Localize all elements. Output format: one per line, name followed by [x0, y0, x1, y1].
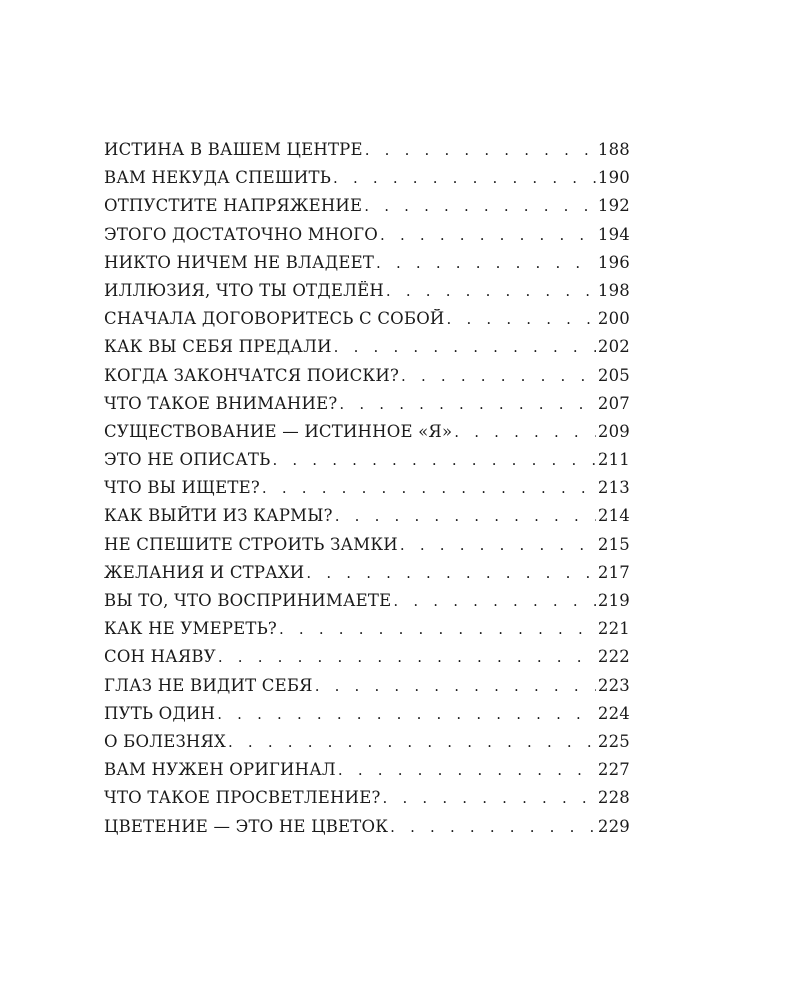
toc-entry	[104, 366, 630, 394]
dot-leader	[376, 254, 596, 272]
toc-entry-title: НИКТО НИЧЕМ НЕ ВЛАДЕЕТ	[104, 252, 375, 272]
toc-entry	[104, 506, 630, 534]
dot-leader	[228, 733, 596, 751]
dot-leader	[386, 282, 596, 300]
toc-entry	[104, 478, 630, 506]
toc-entry-title: КОГДА ЗАКОНЧАТСЯ ПОИСКИ?	[104, 365, 400, 385]
toc-entry-title: ГЛАЗ НЕ ВИДИТ СЕБЯ	[104, 675, 313, 695]
toc-entry-title: ЭТО НЕ ОПИСАТЬ	[104, 450, 271, 470]
toc-entry-title: ВЫ ТО, ЧТО ВОСПРИНИМАЕТЕ	[104, 591, 392, 610]
toc-entry	[104, 394, 630, 422]
dot-leader	[380, 226, 596, 244]
toc-entry-page: 229	[597, 816, 630, 836]
dot-leader	[401, 367, 596, 385]
toc-entry	[104, 253, 630, 281]
dot-leader	[383, 789, 596, 807]
toc-entry	[104, 732, 630, 760]
toc-entry-page: 224	[597, 703, 630, 723]
toc-entry-page: 227	[597, 760, 630, 780]
toc-entry-page: 222	[597, 647, 630, 667]
dot-leader	[262, 479, 596, 497]
toc-entry-page: 198	[597, 280, 630, 300]
toc-entry-page: 217	[597, 562, 630, 582]
toc-entry-page: 211	[597, 450, 630, 470]
toc-entry-page: 214	[597, 506, 630, 526]
toc-entry-page: 190	[597, 168, 630, 188]
toc-entry-title: ЖЕЛАНИЯ И СТРАХИ	[104, 562, 305, 582]
toc-entry-title: КАК ВЫЙТИ ИЗ КАРМЫ?	[104, 506, 333, 526]
toc-entry-page: 205	[597, 365, 630, 385]
toc-entry-title: ОТПУСТИТЕ НАПРЯЖЕНИЕ	[104, 196, 363, 216]
toc-entry	[104, 760, 630, 788]
toc-entry	[104, 281, 630, 309]
toc-entry-page: 202	[597, 337, 630, 357]
dot-leader	[279, 620, 596, 638]
toc-entry-title: СУЩЕСТВОВАНИЕ — ИСТИННОЕ «Я»	[104, 421, 453, 441]
toc-entry-title: ПУТЬ ОДИН	[104, 703, 216, 723]
dot-leader	[217, 705, 596, 723]
toc-entry	[104, 591, 630, 619]
toc-entry	[104, 450, 630, 478]
toc-entry	[104, 140, 630, 168]
toc-entry	[104, 817, 630, 845]
dot-leader	[306, 564, 596, 582]
dot-leader	[334, 338, 596, 356]
dot-leader	[335, 507, 596, 525]
dot-leader	[364, 197, 596, 215]
toc-entry	[104, 704, 630, 732]
toc-entry-page: 213	[597, 478, 630, 498]
toc-entry	[104, 196, 630, 224]
toc-entry	[104, 422, 630, 450]
toc-entry-title: НЕ СПЕШИТЕ СТРОИТЬ ЗАМКИ	[104, 534, 398, 554]
dot-leader	[454, 423, 596, 441]
toc-entry-title: СНАЧАЛА ДОГОВОРИТЕСЬ С СОБОЙ	[104, 309, 445, 329]
toc-entry	[104, 647, 630, 675]
dot-leader	[272, 451, 595, 469]
toc-entry-page: 221	[597, 619, 630, 639]
toc-entry	[104, 535, 630, 563]
toc-entry-page: 188	[597, 140, 630, 159]
toc-entry-title: ВАМ НУЖЕН ОРИГИНАЛ	[104, 760, 336, 780]
dot-leader	[393, 592, 596, 610]
dot-leader	[390, 818, 596, 836]
dot-leader	[339, 395, 596, 413]
toc-entry-title: ЭТОГО ДОСТАТОЧНО МНОГО	[104, 224, 379, 244]
toc-entry-page: 219	[597, 591, 630, 610]
dot-leader	[218, 648, 596, 666]
toc-entry-page: 209	[597, 421, 630, 441]
toc-entry-title: КАК ВЫ СЕБЯ ПРЕДАЛИ	[104, 337, 332, 357]
toc-entry	[104, 788, 630, 816]
dot-leader	[447, 310, 596, 328]
toc-entry-page: 196	[597, 252, 630, 272]
toc-entry-page: 225	[597, 731, 630, 751]
dot-leader	[333, 169, 596, 187]
toc-entry-title: СОН НАЯВУ	[104, 647, 216, 667]
toc-entry-title: ИСТИНА В ВАШЕМ ЦЕНТРЕ	[104, 140, 363, 159]
toc-entry-page: 194	[597, 224, 630, 244]
toc-entry	[104, 337, 630, 365]
toc-entry-page: 223	[597, 675, 630, 695]
toc-entry-title: КАК НЕ УМЕРЕТЬ?	[104, 619, 277, 639]
toc-entry-page: 228	[597, 788, 630, 808]
dot-leader	[315, 677, 596, 695]
table-of-contents	[104, 140, 630, 845]
toc-entry	[104, 619, 630, 647]
toc-entry-page: 200	[597, 309, 630, 329]
toc-entry	[104, 168, 630, 196]
toc-entry-title: ЧТО ТАКОЕ ВНИМАНИЕ?	[104, 393, 338, 413]
toc-entry-title: ИЛЛЮЗИЯ, ЧТО ТЫ ОТДЕЛЁН	[104, 280, 384, 300]
toc-entry-title: ЧТО ТАКОЕ ПРОСВЕТЛЕНИЕ?	[104, 788, 381, 808]
toc-entry	[104, 309, 630, 337]
toc-entry	[104, 676, 630, 704]
toc-entry-title: ЧТО ВЫ ИЩЕТЕ?	[104, 478, 260, 498]
toc-entry	[104, 563, 630, 591]
toc-entry-title: ЦВЕТЕНИЕ — ЭТО НЕ ЦВЕТОК	[104, 816, 389, 836]
toc-entry-page: 192	[597, 196, 630, 216]
toc-entry-title: ВАМ НЕКУДА СПЕШИТЬ	[104, 168, 332, 188]
toc-entry-title: О БОЛЕЗНЯХ	[104, 731, 226, 751]
toc-entry-page: 215	[597, 534, 630, 554]
toc-entry-page: 207	[597, 393, 630, 413]
dot-leader	[400, 536, 596, 554]
dot-leader	[338, 761, 596, 779]
toc-entry	[104, 225, 630, 253]
dot-leader	[365, 141, 596, 159]
